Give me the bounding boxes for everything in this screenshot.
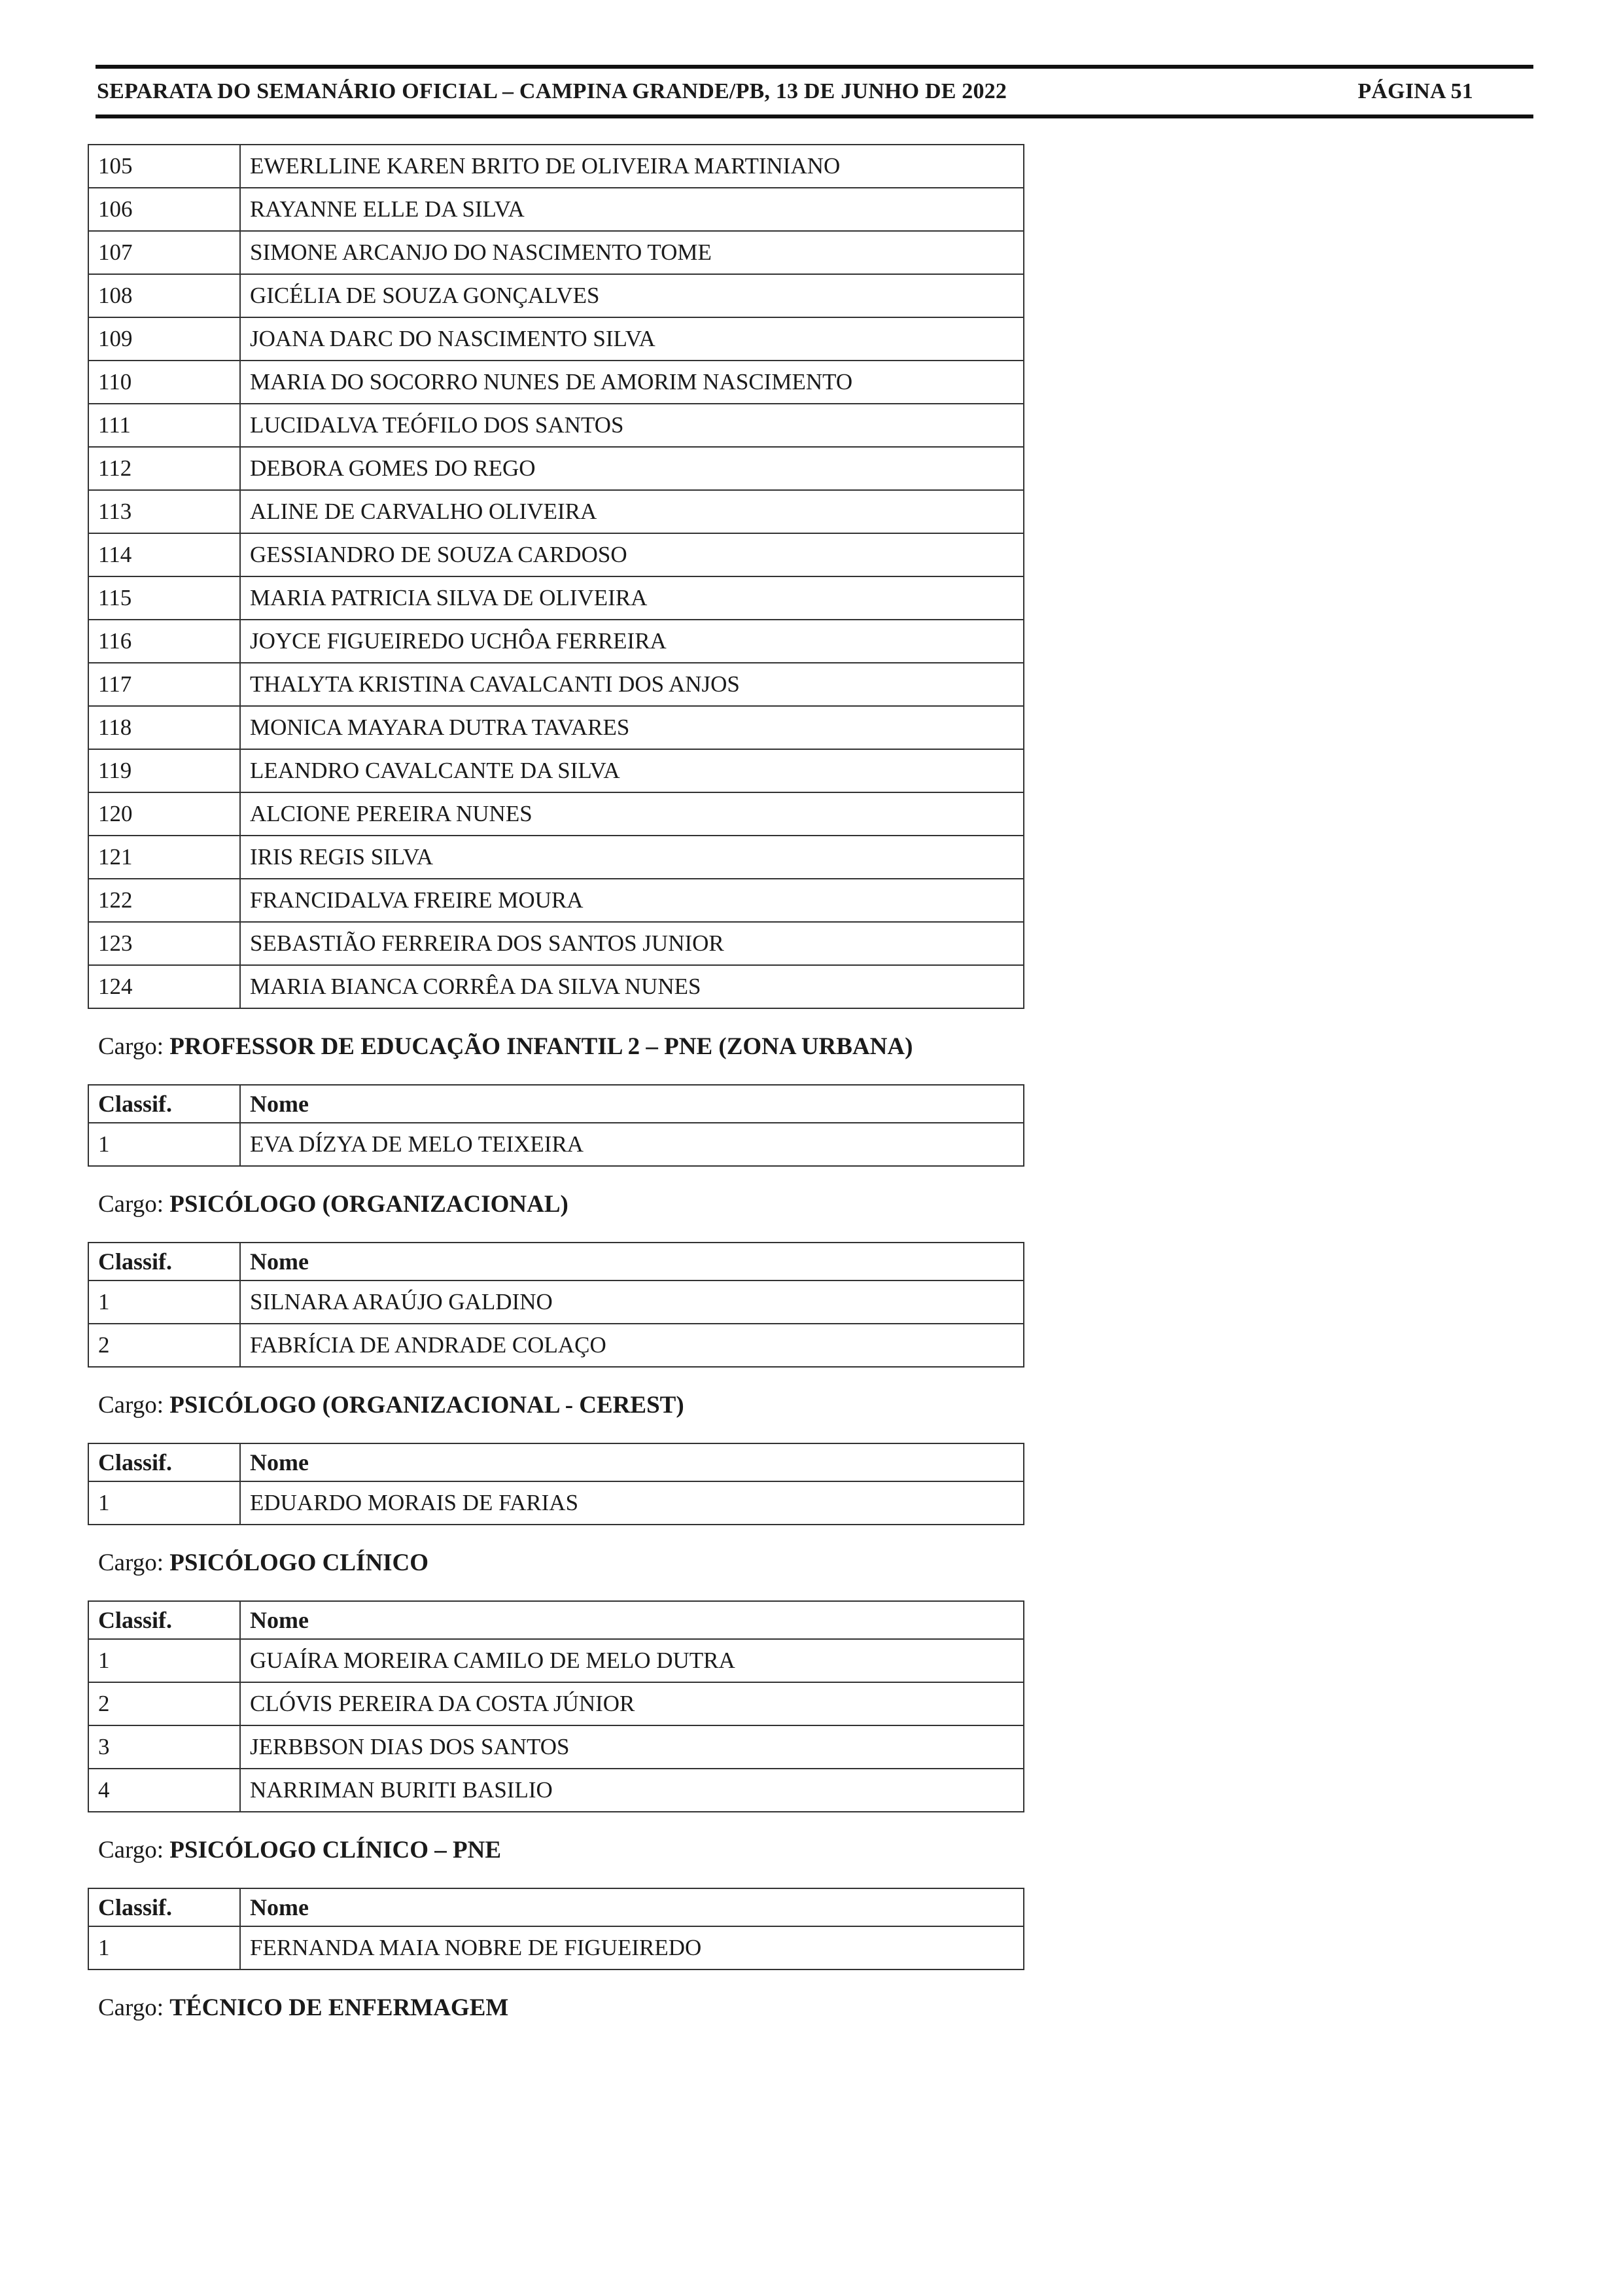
classif-cell: 121 — [88, 836, 240, 879]
cargo-label: Cargo: — [98, 1994, 170, 2021]
cargo-label: Cargo: — [98, 1033, 170, 1060]
column-header-classif: Classif. — [88, 1601, 240, 1639]
nome-cell: THALYTA KRISTINA CAVALCANTI DOS ANJOS — [240, 663, 1024, 706]
table-row — [88, 361, 1024, 404]
classif-cell: 108 — [88, 274, 240, 317]
classif-cell: 2 — [88, 1324, 240, 1367]
page-number: PÁGINA 51 — [1357, 79, 1473, 103]
table-row — [88, 404, 1024, 447]
cargo-title: TÉCNICO DE ENFERMAGEM — [169, 1994, 509, 2021]
column-header-nome: Nome — [240, 1085, 1024, 1123]
cargo-heading — [98, 1826, 1023, 1875]
nome-cell: LEANDRO CAVALCANTE DA SILVA — [240, 749, 1024, 792]
classif-cell: 1 — [88, 1639, 240, 1682]
table-header-row — [88, 1243, 1024, 1280]
table-row — [88, 706, 1024, 749]
classif-cell: 115 — [88, 576, 240, 620]
nome-cell: JERBBSON DIAS DOS SANTOS — [240, 1725, 1024, 1769]
column-header-nome: Nome — [240, 1443, 1024, 1481]
cargo-title: PSICÓLOGO (ORGANIZACIONAL) — [169, 1191, 568, 1218]
cargo-heading — [98, 1381, 1023, 1430]
classif-cell: 105 — [88, 145, 240, 188]
page-header — [96, 65, 1533, 118]
column-header-nome: Nome — [240, 1243, 1024, 1280]
nome-cell: GUAÍRA MOREIRA CAMILO DE MELO DUTRA — [240, 1639, 1024, 1682]
nome-cell: SIMONE ARCANJO DO NASCIMENTO TOME — [240, 231, 1024, 274]
classif-cell: 4 — [88, 1769, 240, 1812]
classification-table — [88, 1084, 1024, 1167]
classif-cell: 1 — [88, 1481, 240, 1525]
table-row — [88, 1725, 1024, 1769]
classif-cell: 119 — [88, 749, 240, 792]
cargo-heading — [98, 1983, 1023, 2032]
table-row — [88, 1682, 1024, 1725]
classif-cell: 107 — [88, 231, 240, 274]
table-row — [88, 1926, 1024, 1969]
classif-cell: 122 — [88, 879, 240, 922]
nome-cell: EVA DÍZYA DE MELO TEIXEIRA — [240, 1123, 1024, 1166]
classif-cell: 123 — [88, 922, 240, 965]
nome-cell: CLÓVIS PEREIRA DA COSTA JÚNIOR — [240, 1682, 1024, 1725]
table-header-row — [88, 1888, 1024, 1926]
nome-cell: ALCIONE PEREIRA NUNES — [240, 792, 1024, 836]
classification-table — [88, 1888, 1024, 1970]
nome-cell: MARIA PATRICIA SILVA DE OLIVEIRA — [240, 576, 1024, 620]
classif-cell: 118 — [88, 706, 240, 749]
nome-cell: FABRÍCIA DE ANDRADE COLAÇO — [240, 1324, 1024, 1367]
classification-table — [88, 1443, 1024, 1525]
table-row — [88, 1123, 1024, 1166]
table-row — [88, 447, 1024, 490]
table-row — [88, 1639, 1024, 1682]
classif-cell: 110 — [88, 361, 240, 404]
classif-cell: 116 — [88, 620, 240, 663]
table-row — [88, 231, 1024, 274]
nome-cell: LUCIDALVA TEÓFILO DOS SANTOS — [240, 404, 1024, 447]
column-header-nome: Nome — [240, 1601, 1024, 1639]
cargo-title: PSICÓLOGO CLÍNICO — [169, 1549, 429, 1576]
nome-cell: NARRIMAN BURITI BASILIO — [240, 1769, 1024, 1812]
nome-cell: MONICA MAYARA DUTRA TAVARES — [240, 706, 1024, 749]
table-row — [88, 1324, 1024, 1367]
table-header-row — [88, 1601, 1024, 1639]
table-row — [88, 576, 1024, 620]
classification-table — [88, 144, 1024, 1009]
nome-cell: IRIS REGIS SILVA — [240, 836, 1024, 879]
cargo-title: PSICÓLOGO (ORGANIZACIONAL - CEREST) — [169, 1392, 684, 1419]
table-row — [88, 188, 1024, 231]
nome-cell: GESSIANDRO DE SOUZA CARDOSO — [240, 533, 1024, 576]
cargo-label: Cargo: — [98, 1549, 170, 1576]
classif-cell: 124 — [88, 965, 240, 1008]
table-row — [88, 749, 1024, 792]
nome-cell: SILNARA ARAÚJO GALDINO — [240, 1280, 1024, 1324]
table-row — [88, 145, 1024, 188]
classif-cell: 3 — [88, 1725, 240, 1769]
table-row — [88, 317, 1024, 361]
cargo-heading — [98, 1022, 1023, 1071]
classif-cell: 114 — [88, 533, 240, 576]
classif-cell: 120 — [88, 792, 240, 836]
nome-cell: ALINE DE CARVALHO OLIVEIRA — [240, 490, 1024, 533]
table-row — [88, 490, 1024, 533]
cargo-heading — [98, 1180, 1023, 1229]
classif-cell: 112 — [88, 447, 240, 490]
cargo-label: Cargo: — [98, 1837, 170, 1863]
nome-cell: FERNANDA MAIA NOBRE DE FIGUEIREDO — [240, 1926, 1024, 1969]
cargo-title: PSICÓLOGO CLÍNICO – PNE — [169, 1837, 502, 1863]
table-row — [88, 879, 1024, 922]
classification-table — [88, 1242, 1024, 1368]
table-row — [88, 533, 1024, 576]
classif-cell: 109 — [88, 317, 240, 361]
publication-title: SEPARATA DO SEMANÁRIO OFICIAL – CAMPINA GRANDE/PB, 13 DE JUNHO DE 2022 — [97, 79, 1007, 103]
column-header-classif: Classif. — [88, 1443, 240, 1481]
table-row — [88, 274, 1024, 317]
nome-cell: MARIA BIANCA CORRÊA DA SILVA NUNES — [240, 965, 1024, 1008]
cargo-label: Cargo: — [98, 1392, 170, 1419]
classif-cell: 1 — [88, 1926, 240, 1969]
cargo-title: PROFESSOR DE EDUCAÇÃO INFANTIL 2 – PNE (ZONA URBANA) — [169, 1033, 913, 1060]
table-row — [88, 1769, 1024, 1812]
classif-cell: 2 — [88, 1682, 240, 1725]
table-header-row — [88, 1085, 1024, 1123]
classif-cell: 106 — [88, 188, 240, 231]
classif-cell: 111 — [88, 404, 240, 447]
table-header-row — [88, 1443, 1024, 1481]
nome-cell: RAYANNE ELLE DA SILVA — [240, 188, 1024, 231]
nome-cell: EWERLLINE KAREN BRITO DE OLIVEIRA MARTINIANO — [240, 145, 1024, 188]
nome-cell: EDUARDO MORAIS DE FARIAS — [240, 1481, 1024, 1525]
classif-cell: 117 — [88, 663, 240, 706]
classification-table — [88, 1600, 1024, 1812]
nome-cell: SEBASTIÃO FERREIRA DOS SANTOS JUNIOR — [240, 922, 1024, 965]
nome-cell: MARIA DO SOCORRO NUNES DE AMORIM NASCIMENTO — [240, 361, 1024, 404]
column-header-classif: Classif. — [88, 1085, 240, 1123]
table-row — [88, 1481, 1024, 1525]
table-row — [88, 663, 1024, 706]
document-body — [88, 144, 1023, 2045]
classif-cell: 1 — [88, 1280, 240, 1324]
nome-cell: GICÉLIA DE SOUZA GONÇALVES — [240, 274, 1024, 317]
classif-cell: 113 — [88, 490, 240, 533]
cargo-heading — [98, 1538, 1023, 1587]
classif-cell: 1 — [88, 1123, 240, 1166]
nome-cell: DEBORA GOMES DO REGO — [240, 447, 1024, 490]
table-row — [88, 1280, 1024, 1324]
table-row — [88, 922, 1024, 965]
nome-cell: JOYCE FIGUEIREDO UCHÔA FERREIRA — [240, 620, 1024, 663]
table-row — [88, 792, 1024, 836]
cargo-label: Cargo: — [98, 1191, 170, 1218]
nome-cell: JOANA DARC DO NASCIMENTO SILVA — [240, 317, 1024, 361]
nome-cell: FRANCIDALVA FREIRE MOURA — [240, 879, 1024, 922]
table-row — [88, 965, 1024, 1008]
column-header-nome: Nome — [240, 1888, 1024, 1926]
table-row — [88, 836, 1024, 879]
column-header-classif: Classif. — [88, 1243, 240, 1280]
column-header-classif: Classif. — [88, 1888, 240, 1926]
table-row — [88, 620, 1024, 663]
